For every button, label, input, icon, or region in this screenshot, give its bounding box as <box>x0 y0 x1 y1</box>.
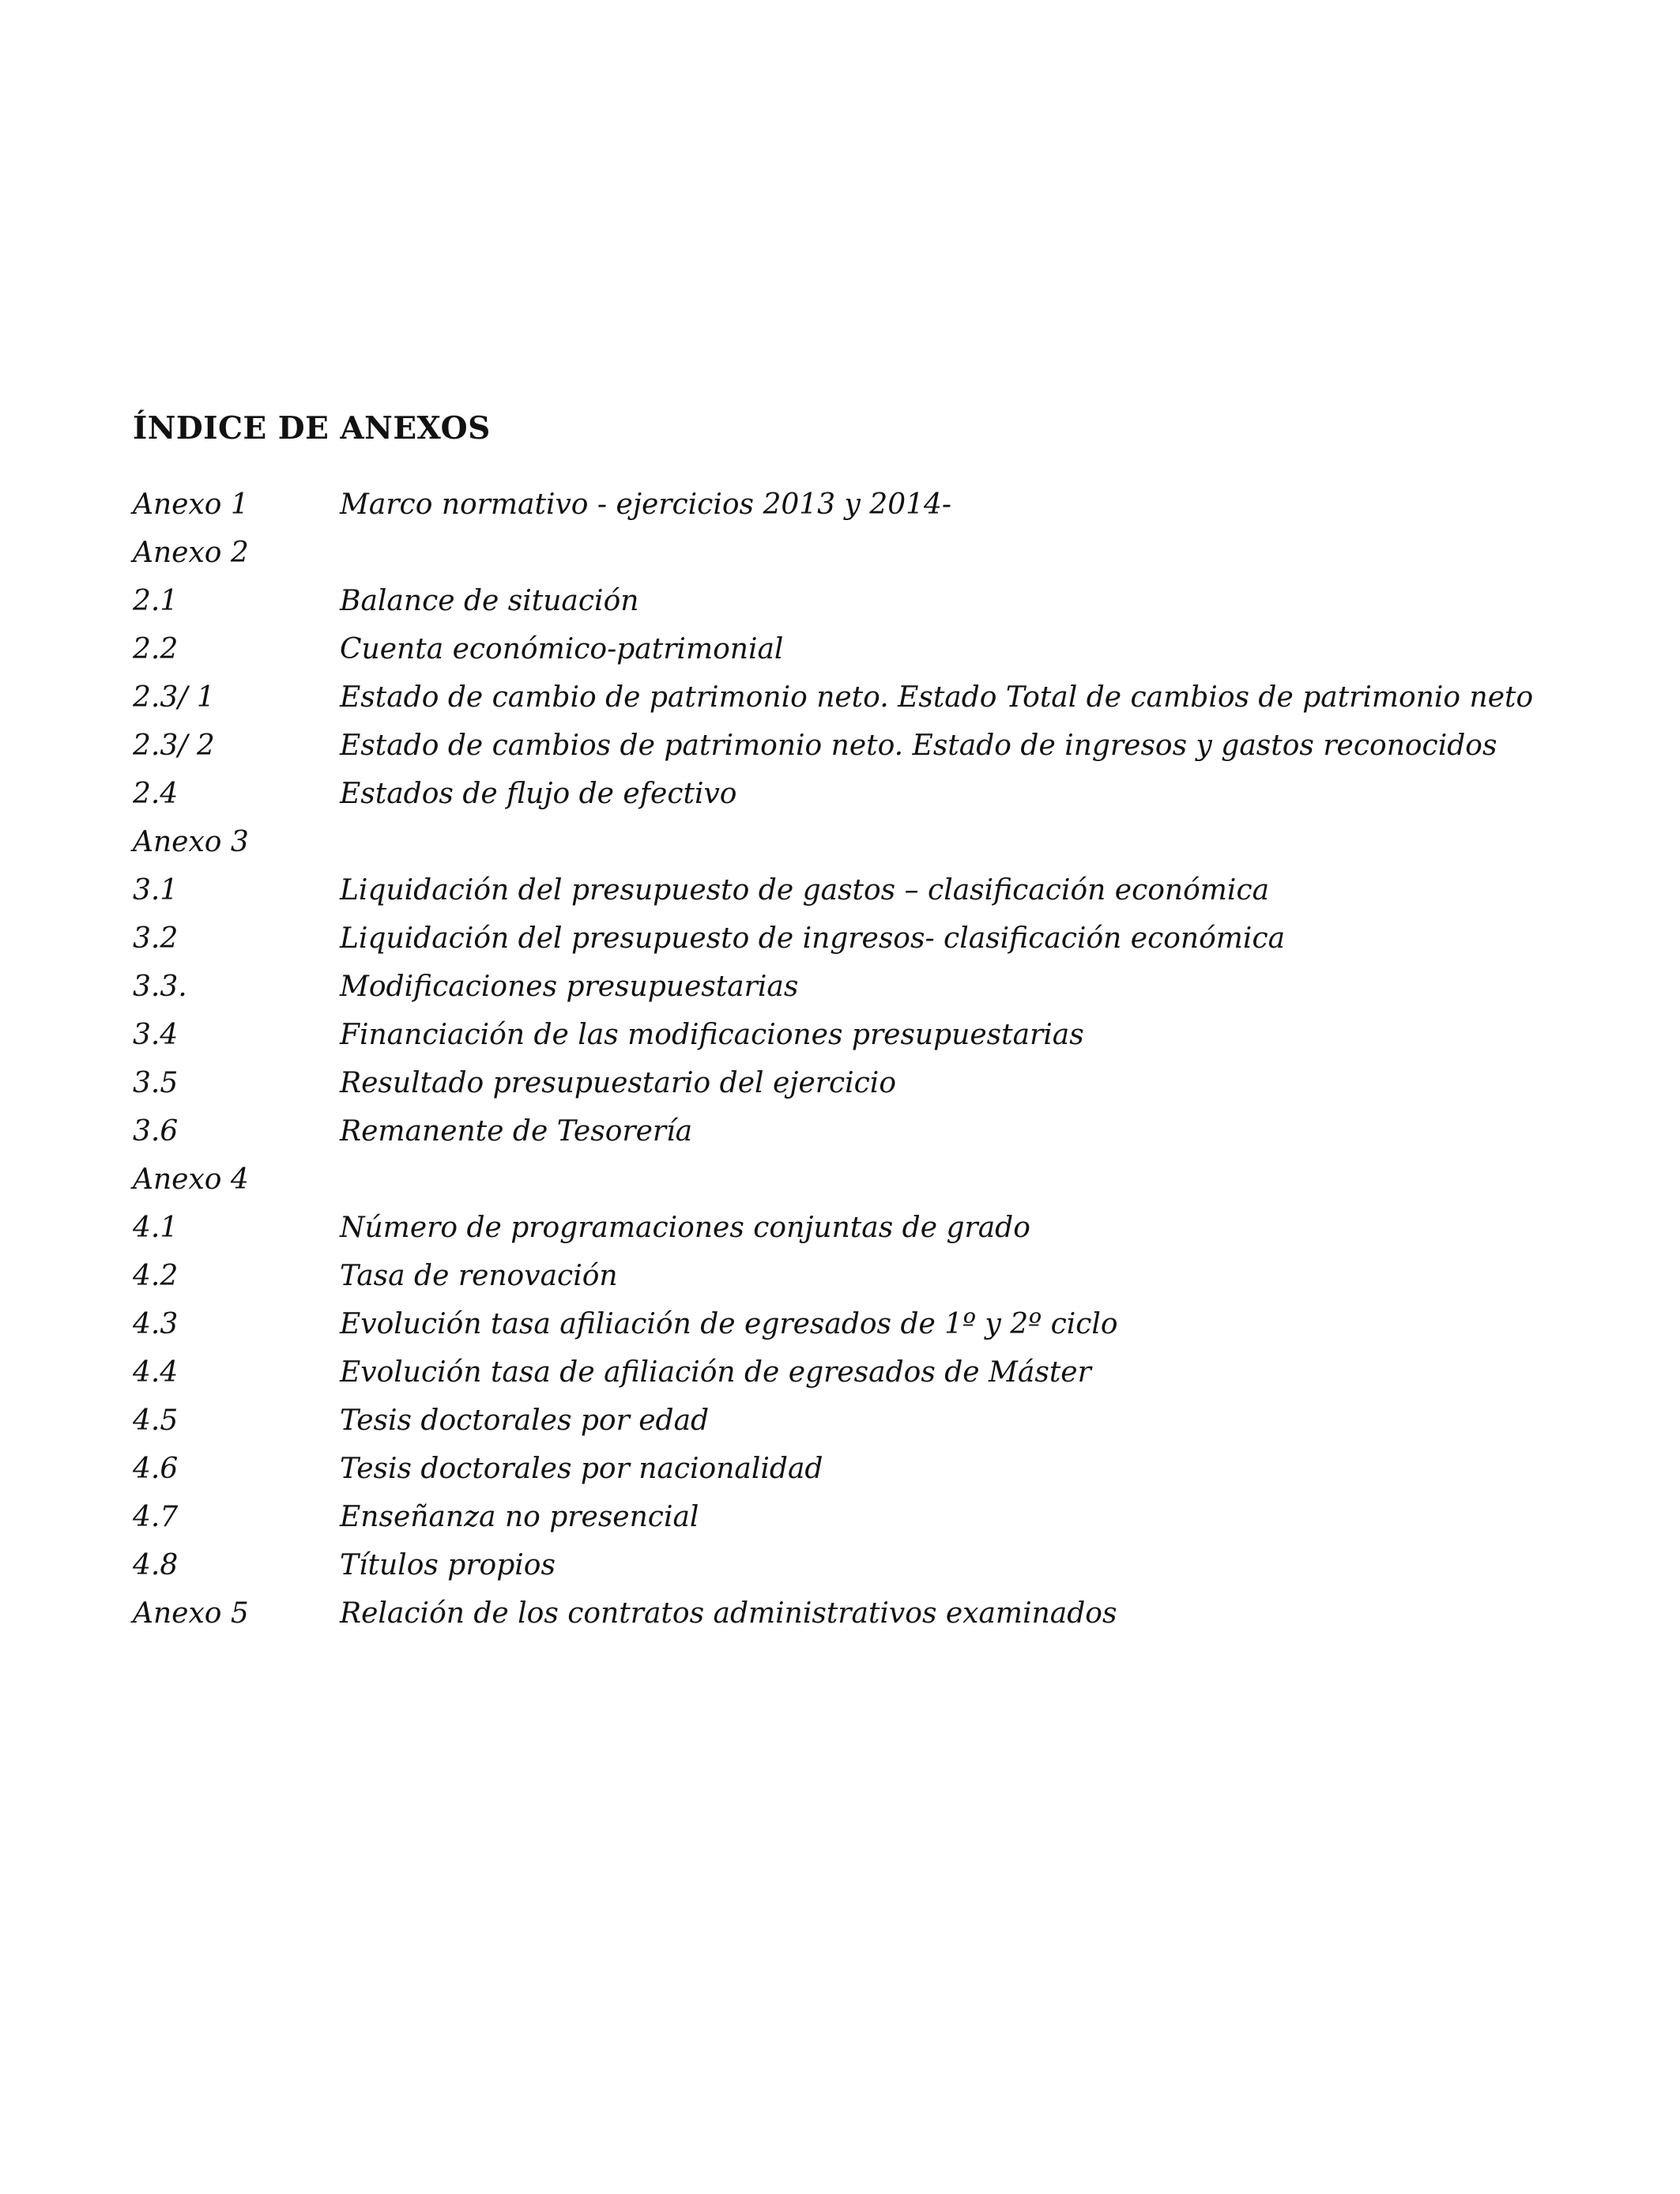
entry-description: Evolución tasa de afiliación de egresados de Máster <box>340 1356 1091 1389</box>
entry-key: 3.2 <box>133 922 179 955</box>
entry-description: Liquidación del presupuesto de ingresos- clasificación económica <box>340 922 1286 955</box>
index-entry <box>133 1059 1634 1107</box>
entry-key: 4.3 <box>133 1308 179 1340</box>
entry-description: Liquidación del presupuesto de gastos – clasificación económica <box>340 874 1270 907</box>
entry-key: Anexo 2 <box>133 537 249 569</box>
index-entry <box>133 818 1634 866</box>
entry-key: 2.3/ 1 <box>133 681 215 714</box>
entry-description: Financiación de las modificaciones presupuestarias <box>340 1019 1084 1051</box>
index-entry <box>133 914 1634 963</box>
index-entry <box>133 963 1634 1011</box>
index-entry <box>133 1300 1634 1348</box>
index-entry <box>133 1589 1634 1638</box>
index-entry <box>133 1107 1634 1155</box>
entry-description: Estado de cambios de patrimonio neto. Estado de ingresos y gastos reconocidos <box>340 729 1497 762</box>
entry-description: Títulos propios <box>340 1549 556 1581</box>
entry-description: Tesis doctorales por nacionalidad <box>340 1453 823 1485</box>
annex-index-list <box>133 481 1634 1638</box>
index-entry <box>133 625 1634 673</box>
index-entry <box>133 481 1634 529</box>
entry-key: Anexo 5 <box>133 1597 249 1630</box>
entry-description: Marco normativo - ejercicios 2013 y 2014- <box>340 488 952 521</box>
entry-key: 4.8 <box>133 1549 179 1581</box>
index-entry <box>133 1155 1634 1204</box>
index-entry <box>133 1397 1634 1445</box>
entry-key: 2.2 <box>133 633 179 665</box>
entry-key: 3.4 <box>133 1019 179 1051</box>
entry-description: Remanente de Tesorería <box>340 1115 693 1148</box>
index-entry <box>133 1493 1634 1541</box>
index-entry <box>133 1348 1634 1397</box>
entry-description: Estados de flujo de efectivo <box>340 778 737 810</box>
entry-description: Número de programaciones conjuntas de grado <box>340 1212 1030 1244</box>
index-entry <box>133 529 1634 577</box>
entry-description: Enseñanza no presencial <box>340 1501 699 1533</box>
index-entry <box>133 866 1634 914</box>
index-entry <box>133 673 1634 722</box>
entry-key: 3.1 <box>133 874 179 907</box>
index-entry <box>133 1541 1634 1589</box>
entry-description: Tesis doctorales por edad <box>340 1404 710 1437</box>
entry-description: Balance de situación <box>340 585 639 617</box>
entry-key: 4.5 <box>133 1404 179 1437</box>
entry-key: 4.6 <box>133 1453 179 1485</box>
entry-description: Cuenta económico-patrimonial <box>340 633 784 665</box>
index-entry <box>133 1011 1634 1059</box>
entry-description: Modificaciones presupuestarias <box>340 971 799 1003</box>
index-entry <box>133 770 1634 818</box>
entry-description: Tasa de renovación <box>340 1260 618 1292</box>
index-entry <box>133 1204 1634 1252</box>
index-entry <box>133 1445 1634 1493</box>
page-title: ÍNDICE DE ANEXOS <box>133 410 491 447</box>
entry-key: 3.6 <box>133 1115 179 1148</box>
entry-description: Estado de cambio de patrimonio neto. Estado Total de cambios de patrimonio neto <box>340 681 1534 714</box>
entry-key: 2.4 <box>133 778 179 810</box>
entry-key: 4.1 <box>133 1212 179 1244</box>
index-entry <box>133 722 1634 770</box>
entry-description: Evolución tasa afiliación de egresados de 1º y 2º ciclo <box>340 1308 1118 1340</box>
entry-key: 4.4 <box>133 1356 179 1389</box>
index-entry <box>133 577 1634 625</box>
entry-key: 3.3. <box>133 971 187 1003</box>
entry-key: Anexo 4 <box>133 1163 249 1196</box>
index-entry <box>133 1252 1634 1300</box>
entry-key: Anexo 3 <box>133 826 249 858</box>
entry-description: Relación de los contratos administrativos examinados <box>340 1597 1117 1630</box>
entry-key: 4.7 <box>133 1501 179 1533</box>
entry-key: 3.5 <box>133 1067 179 1099</box>
entry-key: 2.1 <box>133 585 179 617</box>
entry-key: 2.3/ 2 <box>133 729 215 762</box>
entry-description: Resultado presupuestario del ejercicio <box>340 1067 896 1099</box>
entry-key: 4.2 <box>133 1260 179 1292</box>
entry-key: Anexo 1 <box>133 488 249 521</box>
